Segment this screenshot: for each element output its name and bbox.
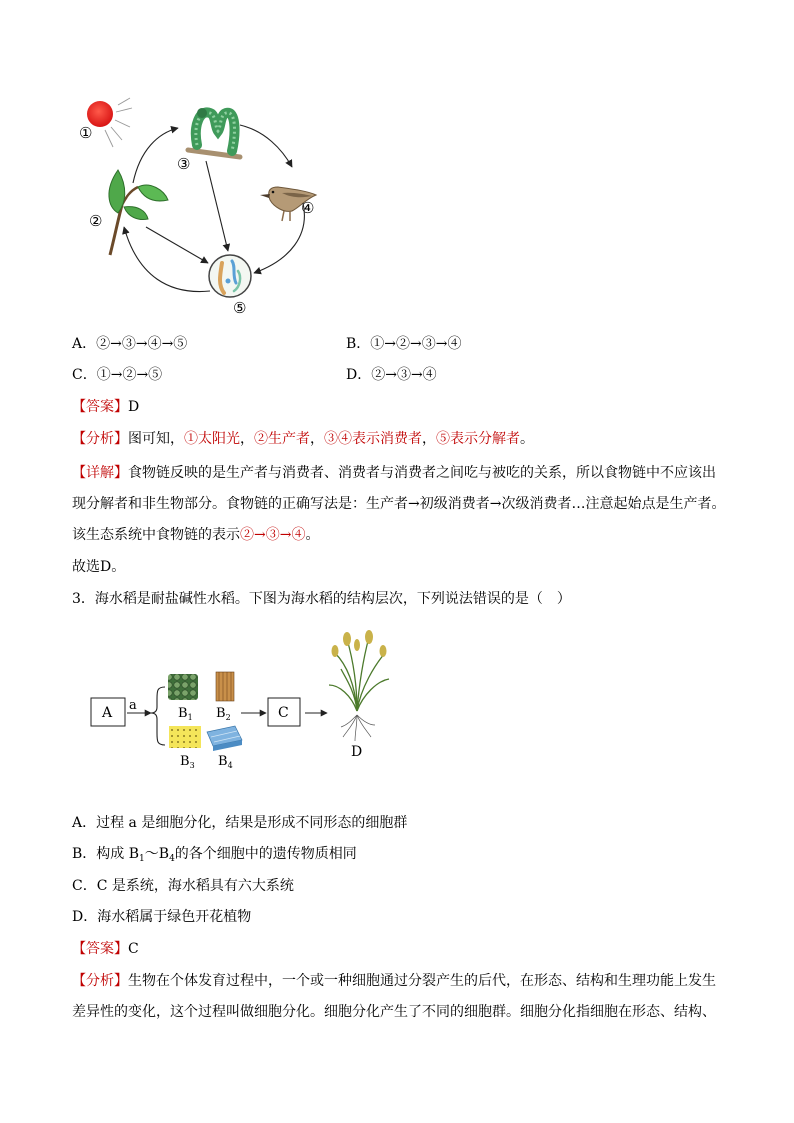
detail-line-2: 现分解者和非生物部分。食物链的正确写法是：生产者→初级消费者→次级消费者…注意起始点是生产者。 xyxy=(72,496,726,512)
structure-levels-diagram xyxy=(85,625,405,775)
q3-option-b-text: B．构成 B xyxy=(72,846,140,862)
answer-tag: 【答案】 xyxy=(72,399,128,415)
q3-option-b-sub: 4 xyxy=(169,854,175,864)
analysis-highlight: ⑤表示分解者 xyxy=(436,431,520,447)
arrow-decomposer-to-plant xyxy=(124,227,210,292)
q3-analysis-text: 生物在个体发育过程中，一个或一种细胞通过分裂产生的后代，在形态、结构和生理功能上发生 xyxy=(128,973,716,989)
analysis-text: 。 xyxy=(520,431,534,447)
analysis-highlight: ③④表示消费者 xyxy=(324,431,422,447)
decomposer-icon xyxy=(209,255,251,297)
process-a-label: a xyxy=(129,698,137,713)
analysis-line xyxy=(72,429,534,449)
analysis-text: ， xyxy=(422,431,436,447)
q3-option-a: A．过程 a 是细胞分化，结果是形成不同形态的细胞群 xyxy=(72,815,408,831)
arrow-bird-to-decomposer xyxy=(254,203,304,273)
brace xyxy=(151,687,165,745)
b2-label: $B_2$ xyxy=(216,706,231,722)
plant-icon xyxy=(109,170,168,255)
caterpillar-icon xyxy=(188,108,240,157)
sun-icon xyxy=(87,98,132,147)
analysis-text: 图可知， xyxy=(128,431,184,447)
q3-answer-value: C xyxy=(128,941,139,957)
analysis-text: ， xyxy=(240,431,254,447)
conclusion-line: 故选D。 xyxy=(72,559,126,575)
q3-analysis-tag: 【分析】 xyxy=(72,973,128,989)
q3-answer-tag: 【答案】 xyxy=(72,941,128,957)
q3-option-b-sub: 1 xyxy=(139,854,145,864)
question-3-stem: 3．海水稻是耐盐碱性水稻。下图为海水稻的结构层次，下列说法错误的是（ ） xyxy=(72,591,571,607)
b4-label: $B_4$ xyxy=(218,754,233,770)
detail-tag: 【详解】 xyxy=(72,465,128,481)
option-c: C．①→②→⑤ xyxy=(72,367,163,383)
food-web-diagram xyxy=(60,95,350,320)
tissue-b3-image xyxy=(169,726,201,748)
q3-option-d: D．海水稻属于绿色开花植物 xyxy=(72,909,252,925)
tissue-b2-image xyxy=(216,672,234,701)
q3-analysis-line-1 xyxy=(72,971,716,991)
rice-plant-image xyxy=(329,630,389,741)
tissue-b4-image xyxy=(207,726,242,751)
analysis-tag: 【分析】 xyxy=(72,431,128,447)
analysis-highlight: ①太阳光 xyxy=(184,431,240,447)
label-plant: ② xyxy=(89,212,103,230)
q3-option-b-text: ～B xyxy=(144,846,170,862)
label-bird: ④ xyxy=(301,199,315,217)
detail-highlight: ②→③→④ xyxy=(240,527,306,543)
q3-option-b-text: 的各个细胞中的遗传物质相同 xyxy=(174,846,357,862)
q3-option-b xyxy=(72,844,357,864)
b1-label: $B_1$ xyxy=(178,706,193,722)
label-caterpillar: ③ xyxy=(177,155,191,173)
arrow-plant-to-caterpillar xyxy=(133,128,178,183)
b3-label: $B_3$ xyxy=(180,754,195,770)
d-label: D xyxy=(351,744,363,760)
detail-text: 该生态系统中食物链的表示 xyxy=(72,527,240,543)
box-c-label: C xyxy=(278,705,289,721)
answer-value: D xyxy=(128,399,140,415)
q3-analysis-line-2: 差异性的变化，这个过程叫做细胞分化。细胞分化产生了不同的细胞群。细胞分化指细胞在形态、结构、 xyxy=(72,1004,716,1020)
analysis-highlight: ②生产者 xyxy=(254,431,310,447)
answer-line xyxy=(72,397,139,417)
analysis-text: ， xyxy=(310,431,324,447)
q3-answer-line xyxy=(72,939,139,959)
option-b: B．①→②→③→④ xyxy=(346,336,462,352)
detail-text: 食物链反映的是生产者与消费者、消费者与消费者之间吃与被吃的关系，所以食物链中不应该出 xyxy=(128,465,716,481)
q3-option-c: C．C 是系统，海水稻具有六大系统 xyxy=(72,878,294,894)
label-sun: ① xyxy=(79,124,93,142)
detail-text: 。 xyxy=(305,527,320,543)
detail-line-3 xyxy=(72,525,319,545)
tissue-b1-image xyxy=(168,674,198,700)
box-a-label: A xyxy=(102,705,113,721)
arrow-plant-to-decomposer xyxy=(146,227,208,263)
arrow-caterpillar-to-decomposer xyxy=(206,161,228,251)
option-d: D．②→③→④ xyxy=(346,367,437,383)
option-a: A．②→③→④→⑤ xyxy=(72,336,188,352)
detail-line-1 xyxy=(72,463,716,483)
arrow-caterpillar-to-bird xyxy=(240,125,292,167)
label-decomposer: ⑤ xyxy=(233,299,247,317)
